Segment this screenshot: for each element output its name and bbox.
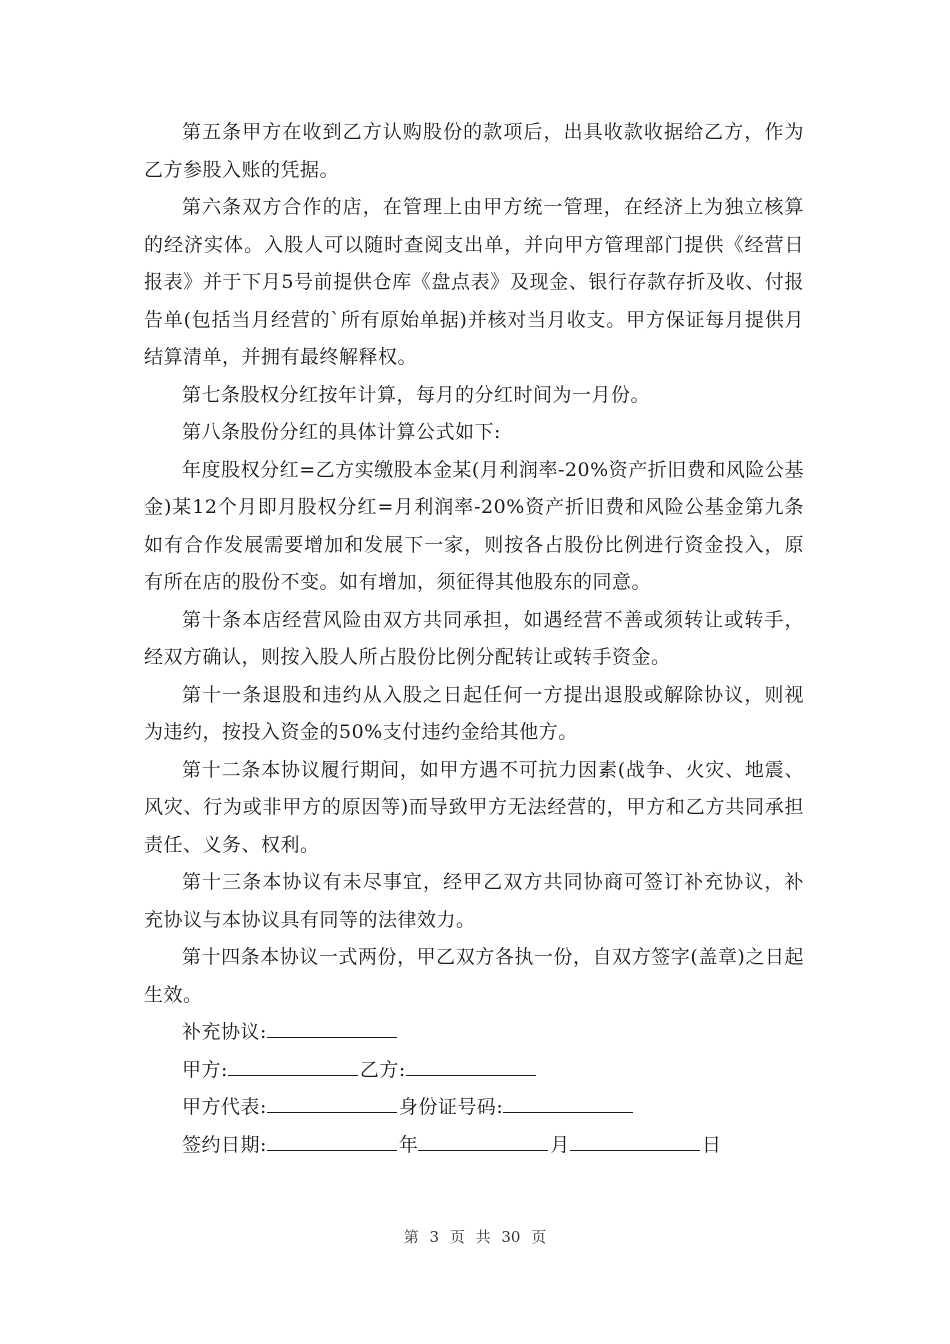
supplement-line [144, 1014, 804, 1052]
clause-12: 第十二条本协议履行期间，如甲方遇不可抗力因素(战争、火灾、地震、风灾、行为或非甲方的原因等)而导致甲方无法经营的，甲方和乙方共同承担责任、义务、权利。 [144, 758, 804, 856]
supplement-blank[interactable] [267, 1017, 397, 1038]
party-a-label: 甲方: [182, 1058, 228, 1081]
id-number-blank[interactable] [503, 1092, 633, 1113]
day-label: 日 [701, 1133, 722, 1156]
clause-11: 第十一条退股和违约从入股之日起任何一方提出退股或解除协议，则视为违约，按投入资金的50%支付违约金给其他方。 [144, 683, 804, 743]
month-label: 月 [550, 1133, 570, 1156]
party-a-rep-label: 甲方代表: [182, 1096, 267, 1118]
dividend-formula: 年度股权分红=乙方实缴股本金某(月利润率-20%资产折旧费和风险公基金)某12个月即月股权分红=月利润率-20%资产折旧费和风险公基金第九条如有合作发展需要增加和发展下一家，则按各占股份比例进行资金投入，原有所在店的股份不变。如有增加，须征得其他股东的同意。 [144, 458, 804, 593]
clause-7: 第七条股权分红按年计算，每月的分红时间为一月份。 [182, 383, 651, 406]
day-blank[interactable] [570, 1130, 700, 1151]
parties-line [144, 1052, 804, 1090]
supplement-label: 补充协议: [182, 1021, 267, 1043]
representative-line [144, 1089, 804, 1127]
document-body [144, 114, 804, 1164]
sign-date-label: 签约日期: [182, 1133, 267, 1156]
party-a-rep-blank[interactable] [267, 1092, 397, 1113]
clause-8: 第八条股份分红的具体计算公式如下: [182, 421, 501, 443]
clause-13: 第十三条本协议有未尽事宜，经甲乙双方共同协商可签订补充协议，补充协议与本协议具有同等的法律效力。 [144, 871, 804, 931]
party-b-blank[interactable] [406, 1055, 536, 1076]
clause-5: 第五条甲方在收到乙方认购股份的款项后，出具收款收据给乙方，作为乙方参股入账的凭据。 [144, 121, 804, 181]
month-blank[interactable] [418, 1130, 548, 1151]
year-label: 年 [398, 1133, 419, 1156]
clause-6: 第六条双方合作的店，在管理上由甲方统一管理，在经济上为独立核算的经济实体。入股人可以随时查阅支出单，并向甲方管理部门提供《经营日报表》并于下月5号前提供仓库《盘点表》及现金、银行存款存折及收、付报告单(包括当月经营的`所有原始单据)并核对当月收支。甲方保证每月提供月结算清单，并拥有最终解释权。 [144, 196, 804, 368]
page-footer: 第 3 页 共 30 页 [403, 1228, 547, 1246]
clause-10: 第十条本店经营风险由双方共同承担，如遇经营不善或须转让或转手，经双方确认，则按入股人所占股份比例分配转让或转手资金。 [144, 608, 804, 668]
party-b-label: 乙方: [359, 1058, 406, 1081]
clause-14: 第十四条本协议一式两份，甲乙双方各执一份，自双方签字(盖章)之日起生效。 [144, 946, 804, 1006]
year-blank[interactable] [267, 1130, 397, 1151]
id-number-label: 身份证号码: [398, 1096, 504, 1118]
party-a-blank[interactable] [228, 1055, 358, 1076]
sign-date-line [144, 1127, 804, 1165]
